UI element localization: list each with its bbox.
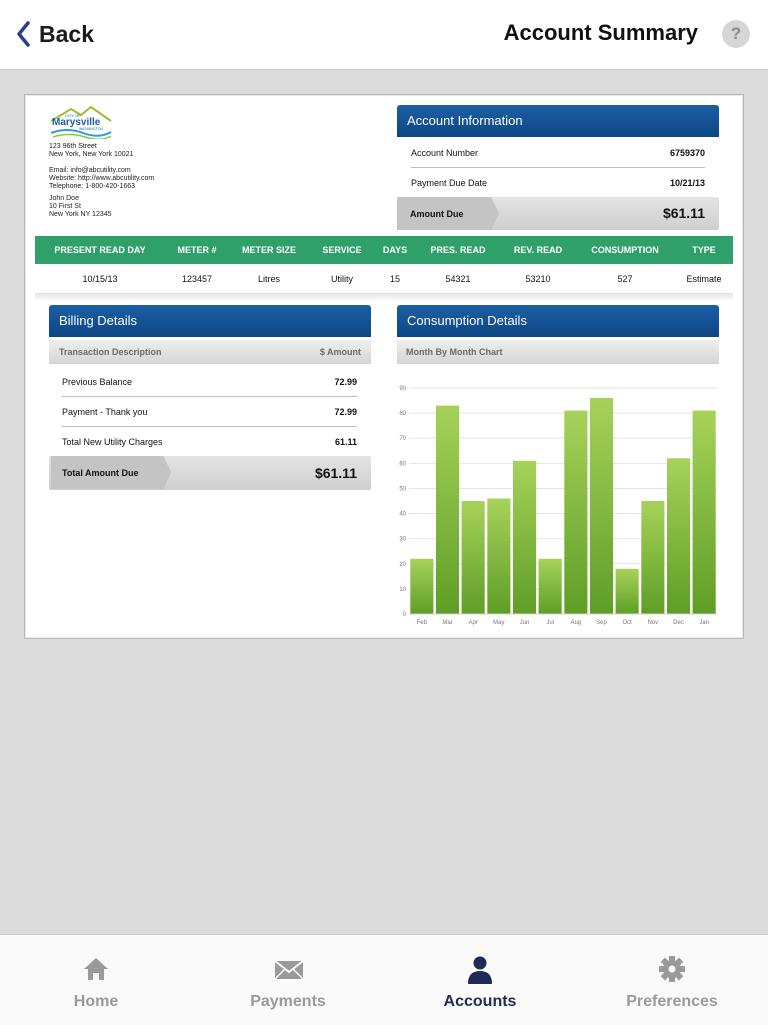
y-tick-label: 10 [399, 586, 406, 593]
amount-due-value: $61.11 [662, 205, 705, 221]
tab-preferences[interactable] [576, 935, 768, 1025]
x-tick-label: May [493, 620, 505, 626]
account-number-label: Account Number [411, 148, 479, 158]
customer-city: New York NY 12345 [49, 211, 112, 218]
payment-due-date-label: Payment Due Date [411, 178, 488, 188]
column-header: METER # [177, 245, 217, 255]
total-amount-due-box [49, 456, 371, 490]
navigation-bar [0, 0, 768, 70]
table-cell: 53210 [525, 274, 551, 284]
payment-due-date-value: 10/21/13 [669, 178, 705, 188]
billing-row-value: 72.99 [334, 377, 357, 387]
consumption-bar-chart [397, 378, 719, 628]
bar-may [487, 499, 510, 615]
envelope-icon [274, 955, 304, 983]
y-tick-label: 30 [399, 536, 406, 543]
x-tick-label: Jan [699, 620, 710, 626]
column-header: REV. READ [513, 245, 563, 255]
billing-details-header: Billing Details [49, 305, 371, 337]
column-header: DAYS [382, 245, 408, 255]
table-cell: 15 [389, 274, 401, 284]
table-cell: 10/15/13 [82, 274, 118, 284]
person-icon [466, 955, 494, 985]
x-tick-label: Jun [519, 620, 530, 626]
y-tick-label: 40 [399, 511, 406, 518]
column-header: PRESENT READ DAY [54, 245, 146, 255]
transaction-description-header: Transaction Description [59, 347, 162, 357]
bar-aug [564, 411, 587, 614]
divider [62, 426, 357, 427]
company-website: Website: http://www.abcutility.com [49, 175, 155, 182]
chart-subheader [397, 340, 719, 364]
logo-state: WASHINGTON [79, 127, 103, 131]
divider [411, 167, 705, 168]
table-cell: Utility [331, 274, 353, 284]
account-summary-card [24, 94, 744, 639]
billing-row-label: Payment - Thank you [62, 407, 148, 417]
company-city: New York, New York 10021 [49, 151, 134, 158]
tab-label: Home [73, 993, 119, 1010]
x-tick-label: Apr [468, 620, 478, 626]
y-tick-label: 20 [399, 561, 406, 568]
table-cell: 54321 [445, 274, 471, 284]
billing-column-header [49, 340, 371, 364]
tab-home[interactable] [0, 935, 192, 1025]
column-header: METER SIZE [241, 245, 297, 255]
tab-label: Preferences [626, 993, 718, 1010]
billing-row-value: 72.99 [334, 407, 357, 417]
divider [62, 396, 357, 397]
y-tick-label: 80 [399, 411, 406, 418]
bar-jun [513, 461, 536, 614]
total-amount-due-value: $61.11 [314, 465, 357, 481]
company-street: 123 96th Street [49, 143, 97, 150]
billing-row-value: 61.11 [334, 437, 357, 447]
y-tick-label: 70 [399, 436, 406, 443]
bar-dec [667, 458, 690, 614]
x-tick-label: Oct [622, 620, 632, 626]
chart-subtitle: Month By Month Chart [406, 347, 503, 357]
x-tick-label: Mar [442, 620, 453, 626]
billing-row-label: Total New Utility Charges [62, 437, 163, 447]
tab-bar [0, 934, 768, 1025]
amount-due-box [397, 197, 719, 230]
company-email: Email: info@abcutility.com [49, 167, 131, 174]
customer-name: John Doe [49, 195, 79, 202]
x-tick-label: Feb [416, 620, 427, 626]
x-tick-label: Aug [570, 620, 582, 626]
bar-mar [436, 406, 459, 614]
home-icon [82, 955, 110, 983]
meter-table-header [35, 236, 733, 264]
chevron-left-icon [16, 21, 30, 47]
consumption-details-header: Consumption Details [397, 305, 719, 337]
account-number-value: 6759370 [669, 148, 705, 158]
total-amount-due-label: Total Amount Due [62, 468, 139, 478]
y-tick-label: 60 [399, 461, 406, 468]
x-tick-label: Nov [647, 620, 659, 626]
table-cell: 527 [617, 274, 633, 284]
column-header: TYPE [692, 245, 716, 255]
y-tick-label: 50 [399, 486, 406, 493]
city-logo [49, 105, 113, 139]
payment-due-date-row [411, 178, 705, 188]
bar-sep [590, 398, 613, 614]
x-tick-label: Jul [546, 620, 555, 626]
column-header: CONSUMPTION [591, 245, 659, 255]
logo-name: Marysville [52, 117, 101, 128]
x-tick-label: Dec [673, 620, 684, 626]
amount-due-label: Amount Due [410, 209, 464, 219]
column-header: SERVICE [322, 245, 362, 255]
back-label: Back [39, 20, 94, 47]
bar-oct [616, 569, 639, 614]
bar-apr [462, 501, 485, 614]
y-tick-label: 90 [399, 386, 406, 392]
logo-city-of: CITY OF [65, 113, 81, 118]
help-button[interactable]: ? [722, 20, 750, 48]
tab-label: Accounts [443, 993, 517, 1010]
x-tick-label: Sep [596, 620, 607, 626]
customer-street: 10 First St [49, 203, 81, 210]
page-title: Account Summary [503, 20, 698, 45]
y-tick-label: 0 [402, 612, 406, 618]
tab-accounts[interactable] [384, 935, 576, 1025]
billing-row-label: Previous Balance [62, 377, 133, 387]
bar-jul [539, 559, 562, 614]
table-row [35, 265, 733, 293]
bar-nov [641, 501, 664, 614]
billing-row-new-charges [62, 437, 357, 447]
table-shadow [35, 293, 733, 301]
tab-payments[interactable] [192, 935, 384, 1025]
amount-header: $ Amount [319, 347, 361, 357]
table-cell: 123457 [181, 274, 213, 284]
account-number-row [411, 148, 705, 158]
billing-row-payment [62, 407, 357, 417]
billing-row-previous-balance [62, 377, 357, 387]
column-header: PRES. READ [430, 245, 486, 255]
tab-label: Payments [250, 993, 326, 1010]
gear-icon [658, 955, 686, 983]
account-information-header: Account Information [397, 105, 719, 137]
bar-jan [693, 411, 716, 614]
company-telephone: Telephone: 1-800-420-1663 [49, 183, 136, 190]
back-button[interactable] [16, 18, 94, 50]
table-cell: Litres [257, 274, 281, 284]
bar-feb [410, 559, 433, 614]
table-cell: Estimate [686, 274, 722, 284]
